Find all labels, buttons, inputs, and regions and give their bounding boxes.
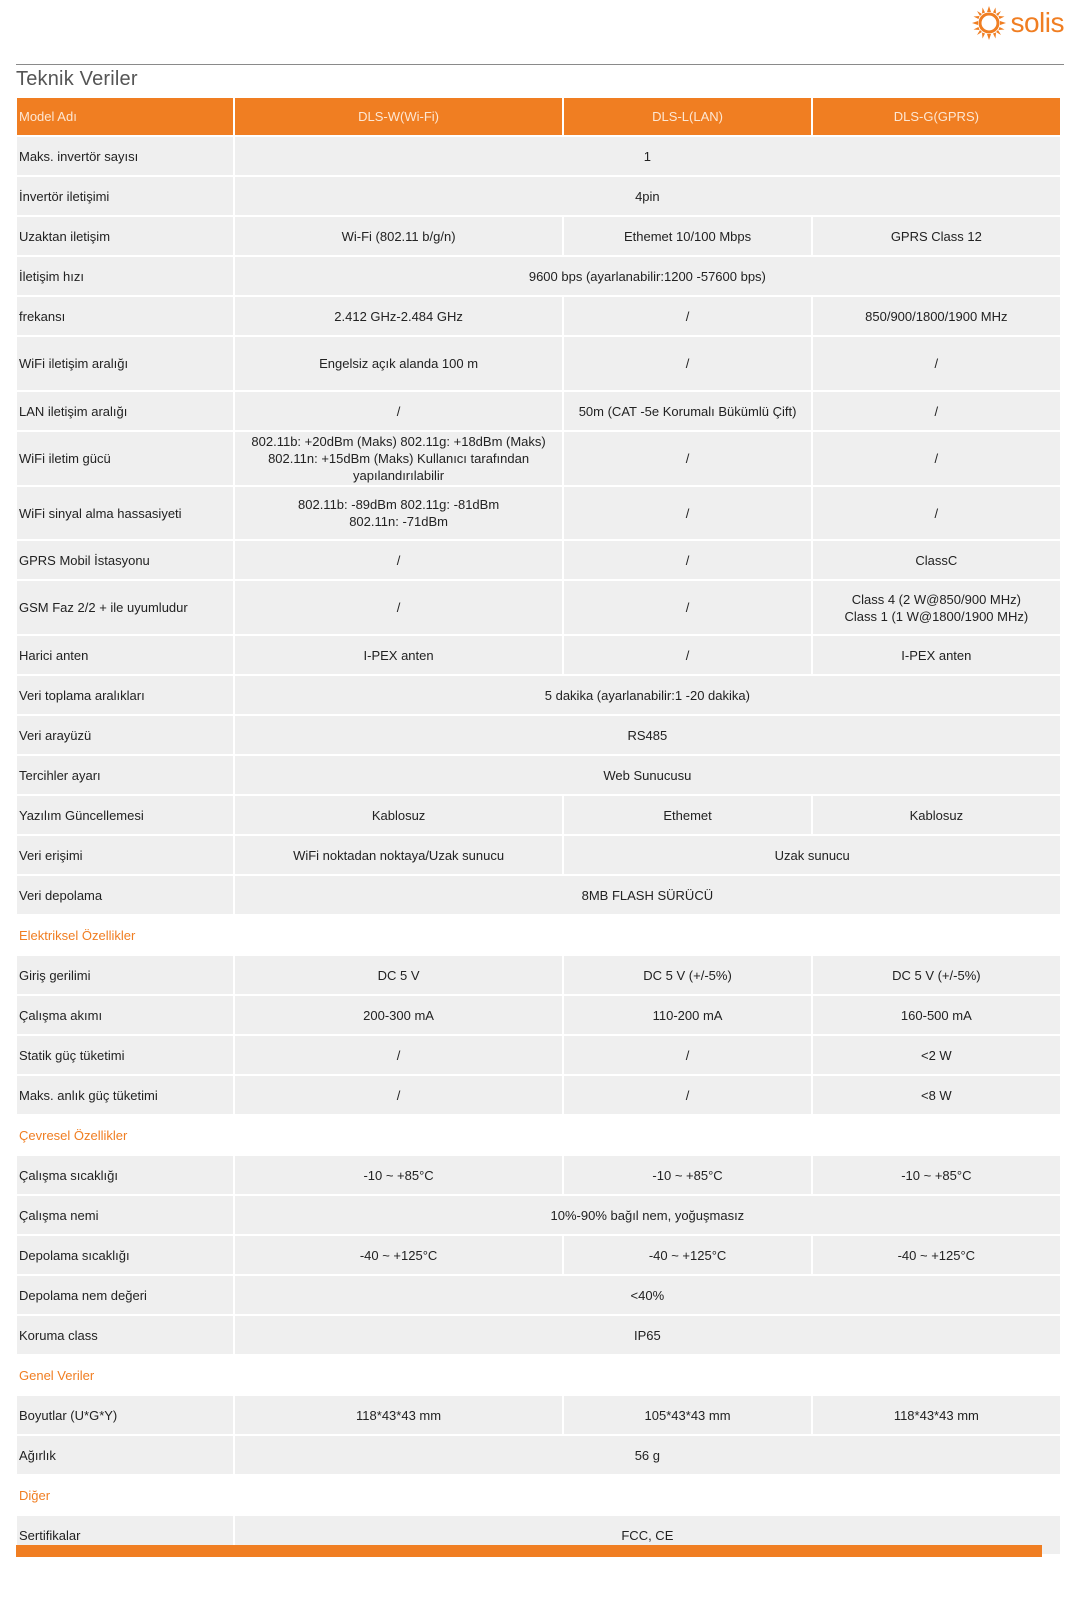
row-label: Veri erişimi <box>17 836 233 874</box>
cell-gprs: -40 ~ +125°C <box>813 1236 1060 1274</box>
table-row <box>17 876 1060 914</box>
section-row <box>17 1116 1060 1154</box>
cell-lan: / <box>564 541 810 579</box>
table-row <box>17 1036 1060 1074</box>
cell-lan: / <box>564 487 810 539</box>
row-label: Uzaktan iletişim <box>17 217 233 255</box>
table-row <box>17 716 1060 754</box>
row-value: Web Sunucusu <box>235 756 1060 794</box>
row-value: <40% <box>235 1276 1060 1314</box>
cell-gprs: 160-500 mA <box>813 996 1060 1034</box>
cell-lan: 105*43*43 mm <box>564 1396 810 1434</box>
cell-wifi: Wi-Fi (802.11 b/g/n) <box>235 217 563 255</box>
row-label: Maks. invertör sayısı <box>17 137 233 175</box>
row-label: LAN iletişim aralığı <box>17 392 233 430</box>
row-label: Sertifikalar <box>17 1516 233 1554</box>
table-row <box>17 392 1060 430</box>
brand-name: solis <box>1010 7 1064 38</box>
cell-gprs: <8 W <box>813 1076 1060 1114</box>
row-label: Veri toplama aralıkları <box>17 676 233 714</box>
col-header-lan: DLS-L(LAN) <box>564 98 810 135</box>
row-label: WiFi iletişim aralığı <box>17 337 233 390</box>
cell-gprs: / <box>813 392 1060 430</box>
row-label: Harici anten <box>17 636 233 674</box>
cell-line: Class 4 (2 W@850/900 MHz) <box>851 591 1021 607</box>
row-value: 4pin <box>235 177 1060 215</box>
row-label: Giriş gerilimi <box>17 956 233 994</box>
table-row <box>17 217 1060 255</box>
sun-icon <box>971 5 1007 41</box>
cell-wifi: / <box>235 581 563 634</box>
row-label: İletişim hızı <box>17 257 233 295</box>
cell-line: yapılandırılabilir <box>353 468 445 483</box>
cell-gprs: / <box>813 487 1060 539</box>
cell-gprs: 850/900/1800/1900 MHz <box>813 297 1060 335</box>
footer-bar <box>16 1545 1042 1557</box>
row-label: Koruma class <box>17 1316 233 1354</box>
cell-wifi <box>235 432 563 485</box>
cell-lan: / <box>564 1076 810 1114</box>
page-title: Teknik Veriler <box>16 68 138 90</box>
row-label: Boyutlar (U*G*Y) <box>17 1396 233 1434</box>
cell-wifi: Engelsiz açık alanda 100 m <box>235 337 563 390</box>
cell-gprs: <2 W <box>813 1036 1060 1074</box>
cell-wifi: Kablosuz <box>235 796 563 834</box>
row-label: Çalışma nemi <box>17 1196 233 1234</box>
cell-line: Class 1 (1 W@1800/1900 MHz) <box>844 608 1029 624</box>
section-row <box>17 1356 1060 1394</box>
cell-line: 802.11n: -71dBm <box>349 514 448 529</box>
table-row <box>17 1196 1060 1234</box>
cell-gprs: / <box>813 337 1060 390</box>
table-row <box>17 1156 1060 1194</box>
table-row <box>17 1436 1060 1474</box>
cell-lan: / <box>564 337 810 390</box>
row-label: Ağırlık <box>17 1436 233 1474</box>
row-value: 9600 bps (ayarlanabilir:1200 -57600 bps) <box>235 257 1060 295</box>
cell-gprs: / <box>813 432 1060 485</box>
section-heading-environmental: Çevresel Özellikler <box>17 1116 1060 1154</box>
row-value: 10%-90% bağıl nem, yoğuşmasız <box>235 1196 1060 1234</box>
cell-wifi: WiFi noktadan noktaya/Uzak sunucu <box>235 836 563 874</box>
cell-gprs: ClassC <box>813 541 1060 579</box>
cell-gprs: -10 ~ +85°C <box>813 1156 1060 1194</box>
cell-lan: / <box>564 581 810 634</box>
table-row <box>17 1276 1060 1314</box>
cell-lan: DC 5 V (+/-5%) <box>564 956 810 994</box>
row-value: RS485 <box>235 716 1060 754</box>
table-row <box>17 487 1060 539</box>
spec-table <box>15 96 1062 1556</box>
table-row <box>17 836 1060 874</box>
cell-lan: / <box>564 1036 810 1074</box>
cell-wifi: / <box>235 1036 563 1074</box>
col-header-wifi: DLS-W(Wi-Fi) <box>235 98 563 135</box>
cell-gprs: GPRS Class 12 <box>813 217 1060 255</box>
row-label: Depolama nem değeri <box>17 1276 233 1314</box>
table-row <box>17 1076 1060 1114</box>
cell-wifi: -10 ~ +85°C <box>235 1156 563 1194</box>
row-label: Veri depolama <box>17 876 233 914</box>
table-row <box>17 1396 1060 1434</box>
cell-wifi: 2.412 GHz-2.484 GHz <box>235 297 563 335</box>
row-label: WiFi sinyal alma hassasiyeti <box>17 487 233 539</box>
row-label: WiFi iletim gücü <box>17 432 233 485</box>
row-label: frekansı <box>17 297 233 335</box>
section-row <box>17 916 1060 954</box>
row-label: Depolama sıcaklığı <box>17 1236 233 1274</box>
table-row <box>17 956 1060 994</box>
cell-lan: / <box>564 297 810 335</box>
cell-lan: Ethemet 10/100 Mbps <box>564 217 810 255</box>
cell-lan: 110-200 mA <box>564 996 810 1034</box>
table-row <box>17 337 1060 390</box>
cell-wifi: 200-300 mA <box>235 996 563 1034</box>
row-value: 1 <box>235 137 1060 175</box>
table-row <box>17 177 1060 215</box>
table-row <box>17 541 1060 579</box>
cell-wifi: -40 ~ +125°C <box>235 1236 563 1274</box>
cell-wifi: 118*43*43 mm <box>235 1396 563 1434</box>
table-row <box>17 676 1060 714</box>
row-label: Veri arayüzü <box>17 716 233 754</box>
table-header-row <box>17 98 1060 135</box>
row-label: Maks. anlık güç tüketimi <box>17 1076 233 1114</box>
row-label: Yazılım Güncellemesi <box>17 796 233 834</box>
cell-lan: Ethemet <box>564 796 810 834</box>
table-row <box>17 1236 1060 1274</box>
col-header-gprs: DLS-G(GPRS) <box>813 98 1060 135</box>
cell-lan-gprs: Uzak sunucu <box>564 836 1060 874</box>
cell-wifi: DC 5 V <box>235 956 563 994</box>
table-row <box>17 996 1060 1034</box>
cell-gprs: Kablosuz <box>813 796 1060 834</box>
cell-wifi: / <box>235 541 563 579</box>
col-header-model: Model Adı <box>17 98 233 135</box>
table-row <box>17 137 1060 175</box>
solis-logo <box>971 4 1064 42</box>
cell-lan: / <box>564 636 810 674</box>
table-row <box>17 796 1060 834</box>
section-heading-other: Diğer <box>17 1476 1060 1514</box>
row-label: Statik güç tüketimi <box>17 1036 233 1074</box>
cell-gprs: 118*43*43 mm <box>813 1396 1060 1434</box>
row-label: GPRS Mobil İstasyonu <box>17 541 233 579</box>
table-row <box>17 636 1060 674</box>
cell-lan: / <box>564 432 810 485</box>
header-divider <box>16 64 1064 65</box>
table-row <box>17 432 1060 485</box>
cell-lan: -10 ~ +85°C <box>564 1156 810 1194</box>
table-row <box>17 297 1060 335</box>
cell-gprs <box>813 581 1060 634</box>
row-label: İnvertör iletişimi <box>17 177 233 215</box>
row-value: IP65 <box>235 1316 1060 1354</box>
table-row <box>17 1316 1060 1354</box>
section-heading-electrical: Elektriksel Özellikler <box>17 916 1060 954</box>
row-label: Çalışma sıcaklığı <box>17 1156 233 1194</box>
cell-line: 802.11b: +20dBm (Maks) 802.11g: +18dBm (Maks) <box>251 434 546 449</box>
cell-gprs: DC 5 V (+/-5%) <box>813 956 1060 994</box>
row-value: 8MB FLASH SÜRÜCÜ <box>235 876 1060 914</box>
row-value: 5 dakika (ayarlanabilir:1 -20 dakika) <box>235 676 1060 714</box>
row-label: Tercihler ayarı <box>17 756 233 794</box>
cell-wifi <box>235 487 563 539</box>
cell-line: 802.11n: +15dBm (Maks) Kullanıcı tarafından <box>268 451 530 466</box>
cell-gprs: I-PEX anten <box>813 636 1060 674</box>
table-row <box>17 257 1060 295</box>
table-row <box>17 581 1060 634</box>
cell-wifi: / <box>235 392 563 430</box>
row-label: Çalışma akımı <box>17 996 233 1034</box>
table-row <box>17 756 1060 794</box>
cell-line: 802.11b: -89dBm 802.11g: -81dBm <box>298 497 500 512</box>
section-row <box>17 1476 1060 1514</box>
row-label: GSM Faz 2/2 + ile uyumludur <box>17 581 233 634</box>
cell-wifi: / <box>235 1076 563 1114</box>
cell-lan: -40 ~ +125°C <box>564 1236 810 1274</box>
cell-lan: 50m (CAT -5e Korumalı Bükümlü Çift) <box>564 392 810 430</box>
row-value: 56 g <box>235 1436 1060 1474</box>
cell-wifi: I-PEX anten <box>235 636 563 674</box>
section-heading-general: Genel Veriler <box>17 1356 1060 1394</box>
row-value: FCC, CE <box>235 1516 1060 1554</box>
